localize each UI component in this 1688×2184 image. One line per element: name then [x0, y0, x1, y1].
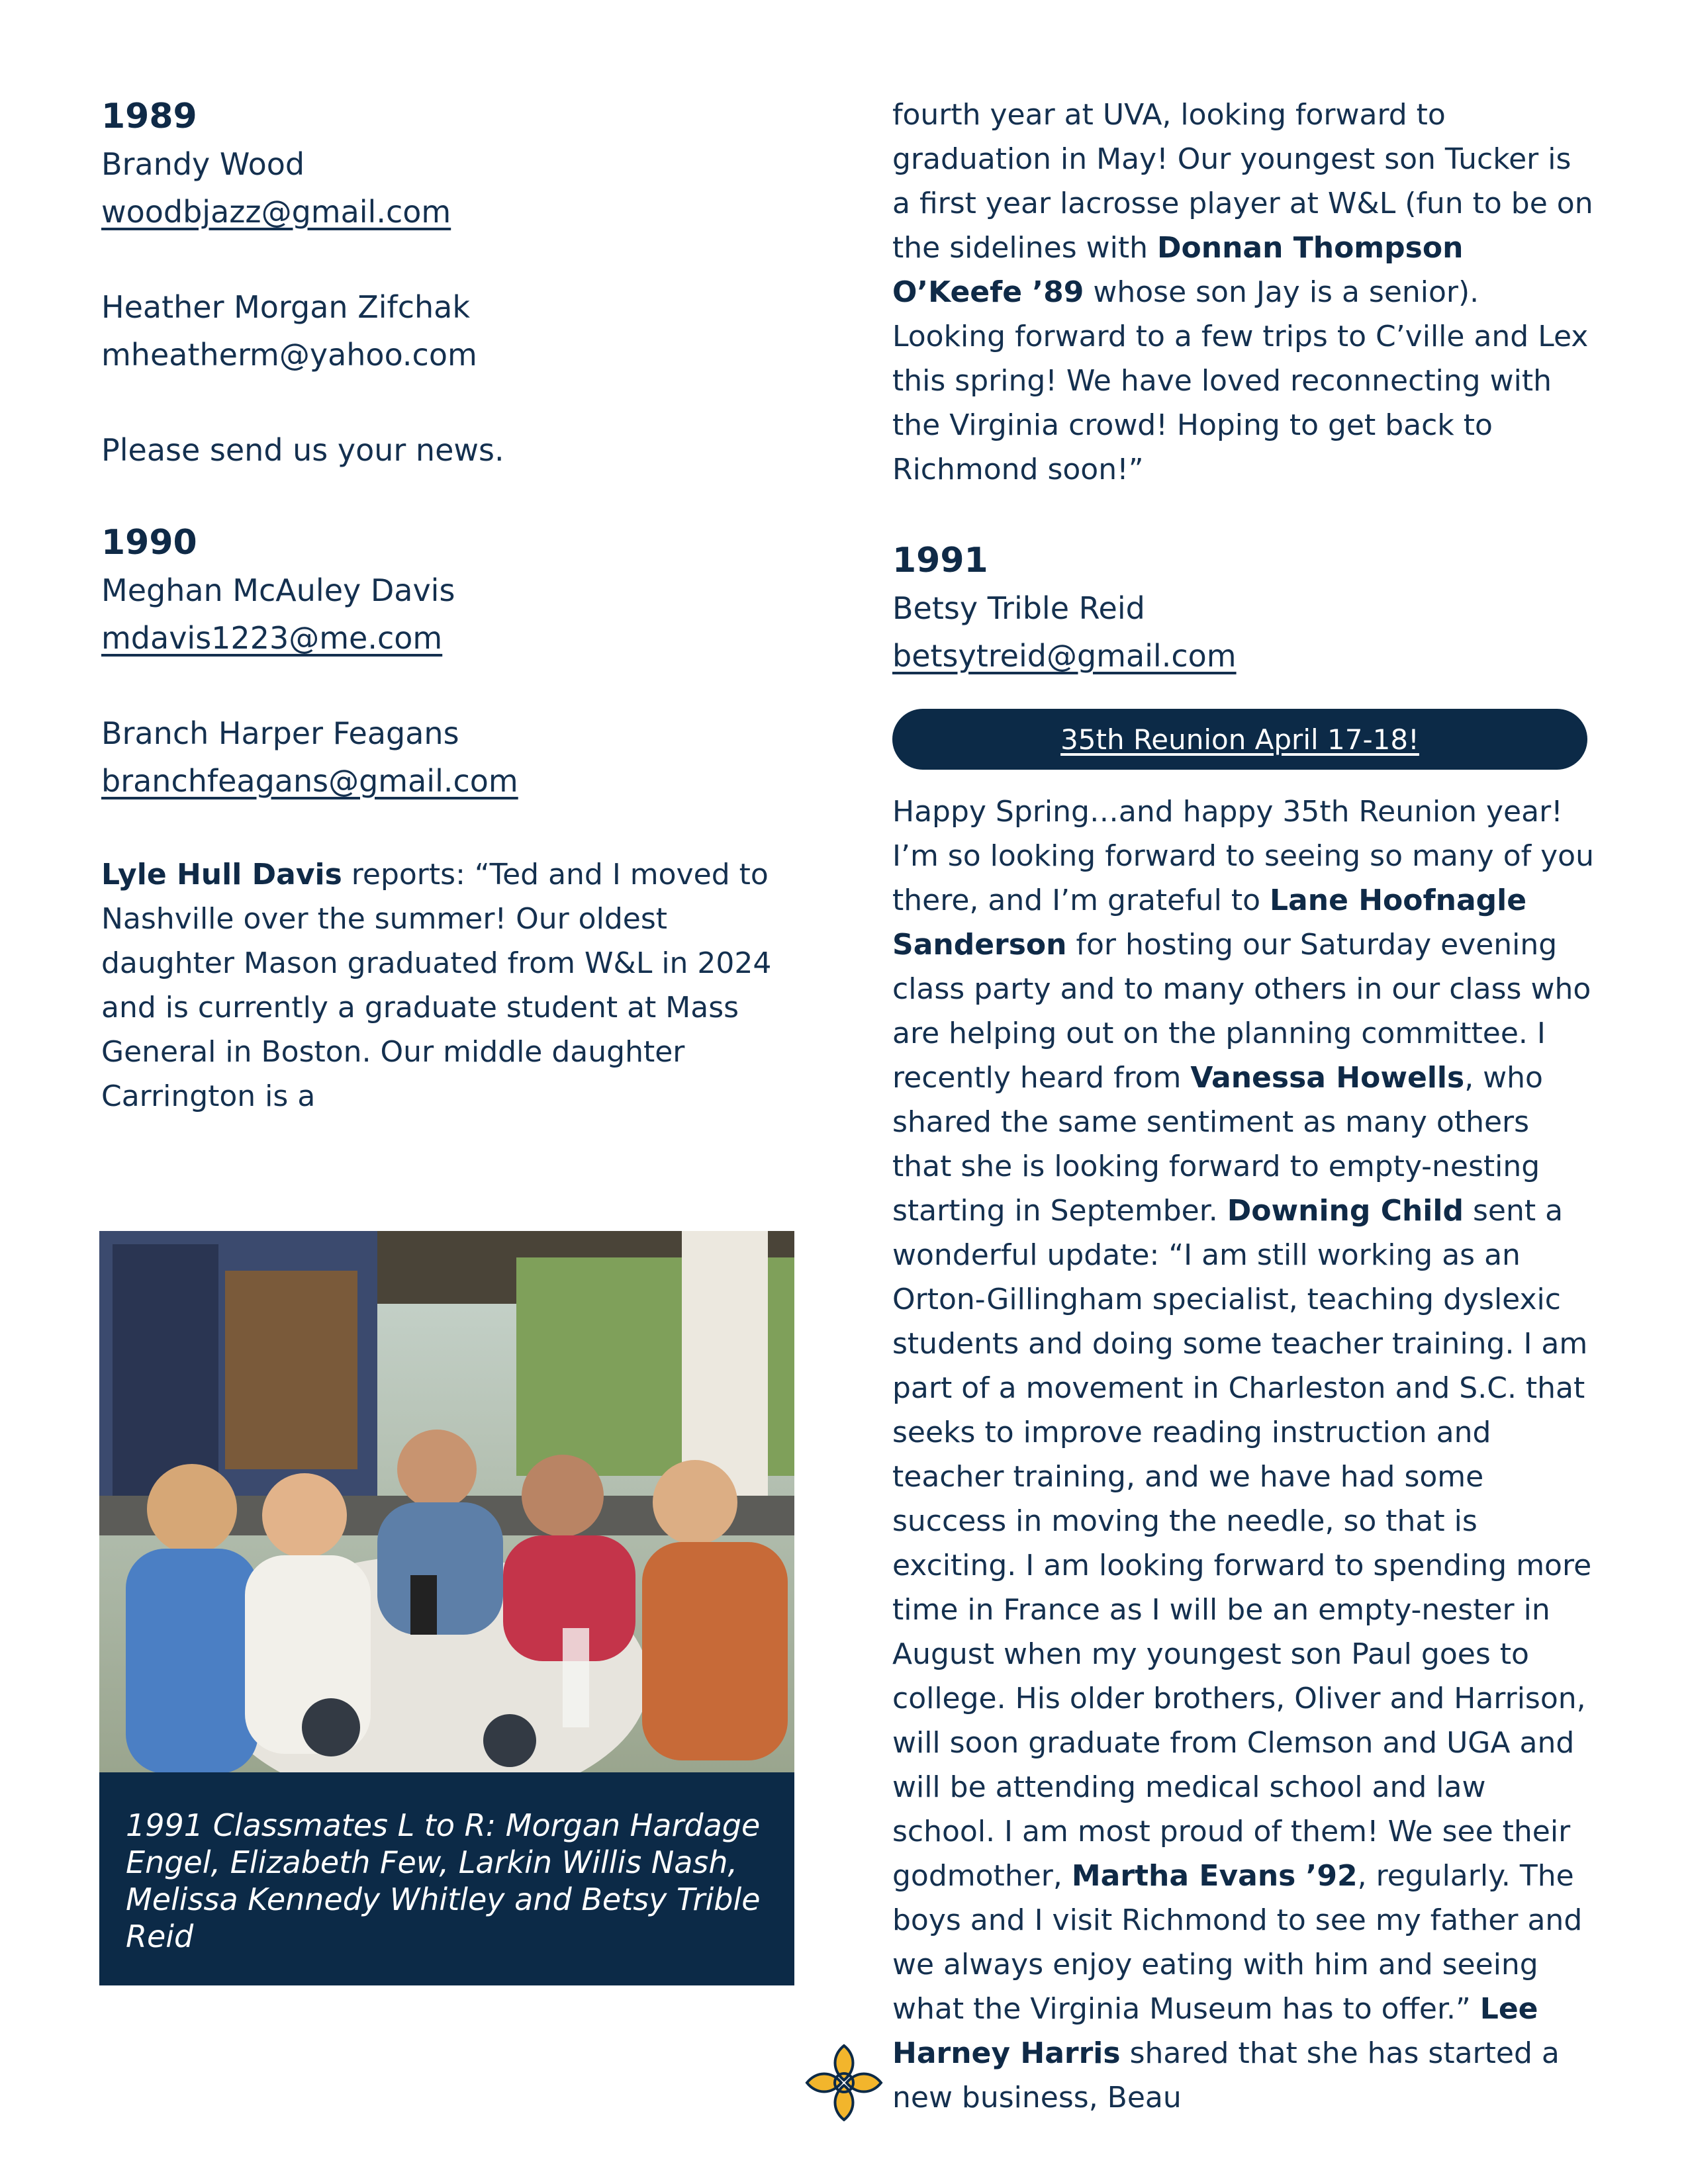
classmate-name: Martha Evans ’92 — [1071, 1859, 1358, 1893]
note-text: fourth year at UVA, looking forward to graduation in May! Our youngest son Tucker is a first year lacrosse player at W&L (fun to be on the sidelines with — [892, 98, 1593, 265]
correspondent-name: Brandy Wood — [101, 146, 305, 182]
correspondent-email-link[interactable]: branchfeagans@gmail.com — [101, 763, 518, 799]
correspondent-name: Meghan McAuley Davis — [101, 572, 455, 608]
correspondent-name: Branch Harper Feagans — [101, 715, 459, 751]
correspondent-name: Betsy Trible Reid — [892, 590, 1145, 626]
note-text: , regularly. The boys and I visit Richmond to see my father and we always enjoy eating with him and seeing what the Virginia Museum has to offer.” — [892, 1859, 1583, 2026]
photo-figure — [99, 1231, 794, 1985]
class-year-1990: 1990 — [101, 523, 197, 563]
correspondent-email-link[interactable]: woodbjazz@gmail.com — [101, 194, 451, 230]
quatrefoil-emblem-icon — [803, 2042, 885, 2124]
classmates-photo — [99, 1231, 794, 1772]
photo-caption: 1991 Classmates L to R: Morgan Hardage Engel, Elizabeth Few, Larkin Willis Nash, Melissa Kennedy Whitley and Betsy Trible Reid — [99, 1772, 794, 1985]
class-note-continued — [892, 93, 1594, 492]
reunion-banner[interactable]: 35th Reunion April 17-18! — [892, 709, 1587, 770]
note-text: shared that she has started a new business, Beau — [892, 2036, 1560, 2115]
note-text: , who shared the same sentiment as many others that she is looking forward to empty-nesting starting in September. — [892, 1061, 1543, 1228]
note-text: reports: “Ted and I moved to Nashville over the summer! Our oldest daughter Mason graduated from W&L in 2024 and is currently a graduate student at Mass General in Boston. Our middle daughter Carrington is a — [101, 858, 772, 1113]
note-text: Happy Spring…and happy 35th Reunion year! I’m so looking forward to seeing so many of you there, and I’m grateful to — [892, 795, 1594, 917]
correspondent-name: Heather Morgan Zifchak — [101, 289, 470, 325]
classmate-name: Lee Harney Harris — [892, 1992, 1538, 2070]
correspondent-email-link[interactable]: mdavis1223@me.com — [101, 620, 443, 656]
correspondent-email-link[interactable]: betsytreid@gmail.com — [892, 638, 1237, 674]
class-note-paragraph — [892, 790, 1594, 2120]
send-news-text: Please send us your news. — [101, 432, 504, 468]
right-column — [892, 93, 1594, 2120]
classmate-name: Vanessa Howells — [1190, 1061, 1465, 1095]
class-year-1989: 1989 — [101, 97, 197, 136]
classmate-name: Lyle Hull Davis — [101, 858, 342, 891]
left-column — [101, 93, 796, 1118]
class-year-1991: 1991 — [892, 541, 988, 580]
classmate-name: Lane Hoofnagle Sanderson — [892, 884, 1527, 962]
classmate-name: Donnan Thompson O’Keefe ’89 — [892, 231, 1464, 309]
note-text: for hosting our Saturday evening class party and to many others in our class who are helping out on the planning committee. I recently heard from — [892, 928, 1591, 1095]
classmate-name: Downing Child — [1227, 1194, 1464, 1228]
note-text: whose son Jay is a senior). Looking forward to a few trips to C’ville and Lex this spring! We have loved reconnecting with the Virginia crowd! Hoping to get back to Richmond soon!” — [892, 275, 1589, 486]
class-note-paragraph — [101, 852, 796, 1118]
note-text: sent a wonderful update: “I am still working as an Orton-Gillingham specialist, teaching dyslexic students and doing some teacher training. I am part of a movement in Charleston and S.C. that seeks to improve reading instruction and teacher training, and we have had some success in moving the needle, so that is exciting. I am looking forward to spending more time in France as I will be an empty-nester in August when my youngest son Paul goes to college. His older brothers, Oliver and Harrison, will soon graduate from Clemson and UGA and will be attending medical school and law school. I am most proud of them! We see their godmother, — [892, 1194, 1592, 1893]
classmates-photo-illustration — [99, 1231, 794, 1772]
correspondent-email: mheatherm@yahoo.com — [101, 337, 477, 373]
